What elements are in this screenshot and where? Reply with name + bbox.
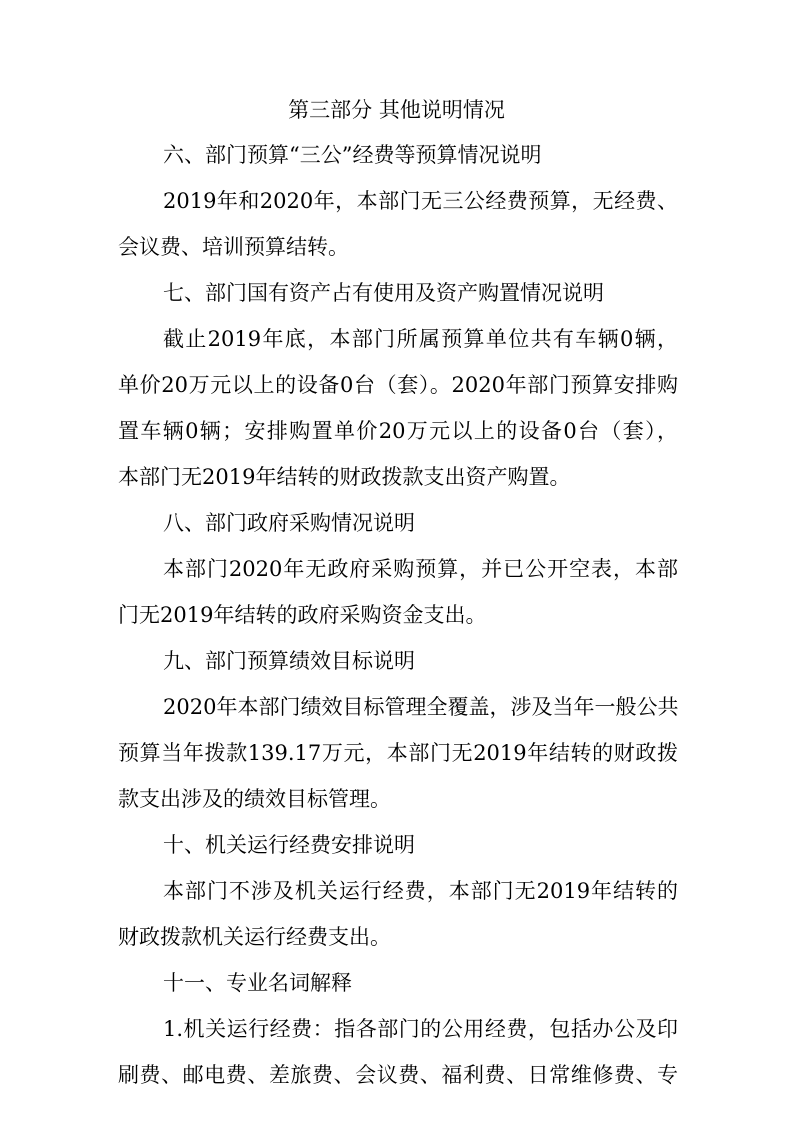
paragraph-line: 2020年本部门绩效目标管理全覆盖，涉及当年一般公共 [163, 695, 679, 719]
paragraph-line: 单价20万元以上的设备0台（套）。2020年部门预算安排购 [118, 373, 678, 397]
paragraph-line: 置车辆0辆；安排购置单价20万元以上的设备0台（套）， [118, 419, 678, 443]
paragraph-line: 款支出涉及的绩效目标管理。 [118, 787, 391, 811]
paragraph-line: 刷费、邮电费、差旅费、会议费、福利费、日常维修费、专 [118, 1063, 678, 1087]
paragraph-line: 本部门不涉及机关运行经费，本部门无2019年结转的 [163, 879, 678, 903]
paragraph-line: 会议费、培训预算结转。 [118, 235, 349, 259]
section-heading-seven: 七、部门国有资产占有使用及资产购置情况说明 [163, 281, 604, 305]
section-heading-six: 六、部门预算“三公”经费等预算情况说明 [163, 143, 542, 167]
section-heading-eleven: 十一、专业名词解释 [163, 971, 352, 995]
section-heading-eight: 八、部门政府采购情况说明 [163, 511, 415, 535]
paragraph-line: 2019年和2020年，本部门无三公经费预算，无经费、 [163, 189, 678, 213]
paragraph-line: 门无2019年结转的政府采购资金支出。 [118, 603, 487, 627]
paragraph-line: 截止2019年底，本部门所属预算单位共有车辆0辆， [163, 327, 678, 351]
section-heading-nine: 九、部门预算绩效目标说明 [163, 649, 415, 673]
paragraph-line: 1.机关运行经费：指各部门的公用经费，包括办公及印 [163, 1017, 678, 1041]
paragraph-line: 本部门无2019年结转的财政拨款支出资产购置。 [118, 465, 571, 489]
page-title: 第三部分 其他说明情况 [288, 98, 505, 122]
paragraph-line: 财政拨款机关运行经费支出。 [118, 925, 391, 949]
paragraph-line: 本部门2020年无政府采购预算，并已公开空表，本部 [163, 557, 678, 581]
paragraph-line: 预算当年拨款139.17万元，本部门无2019年结转的财政拨 [118, 741, 678, 765]
section-heading-ten: 十、机关运行经费安排说明 [163, 833, 415, 857]
